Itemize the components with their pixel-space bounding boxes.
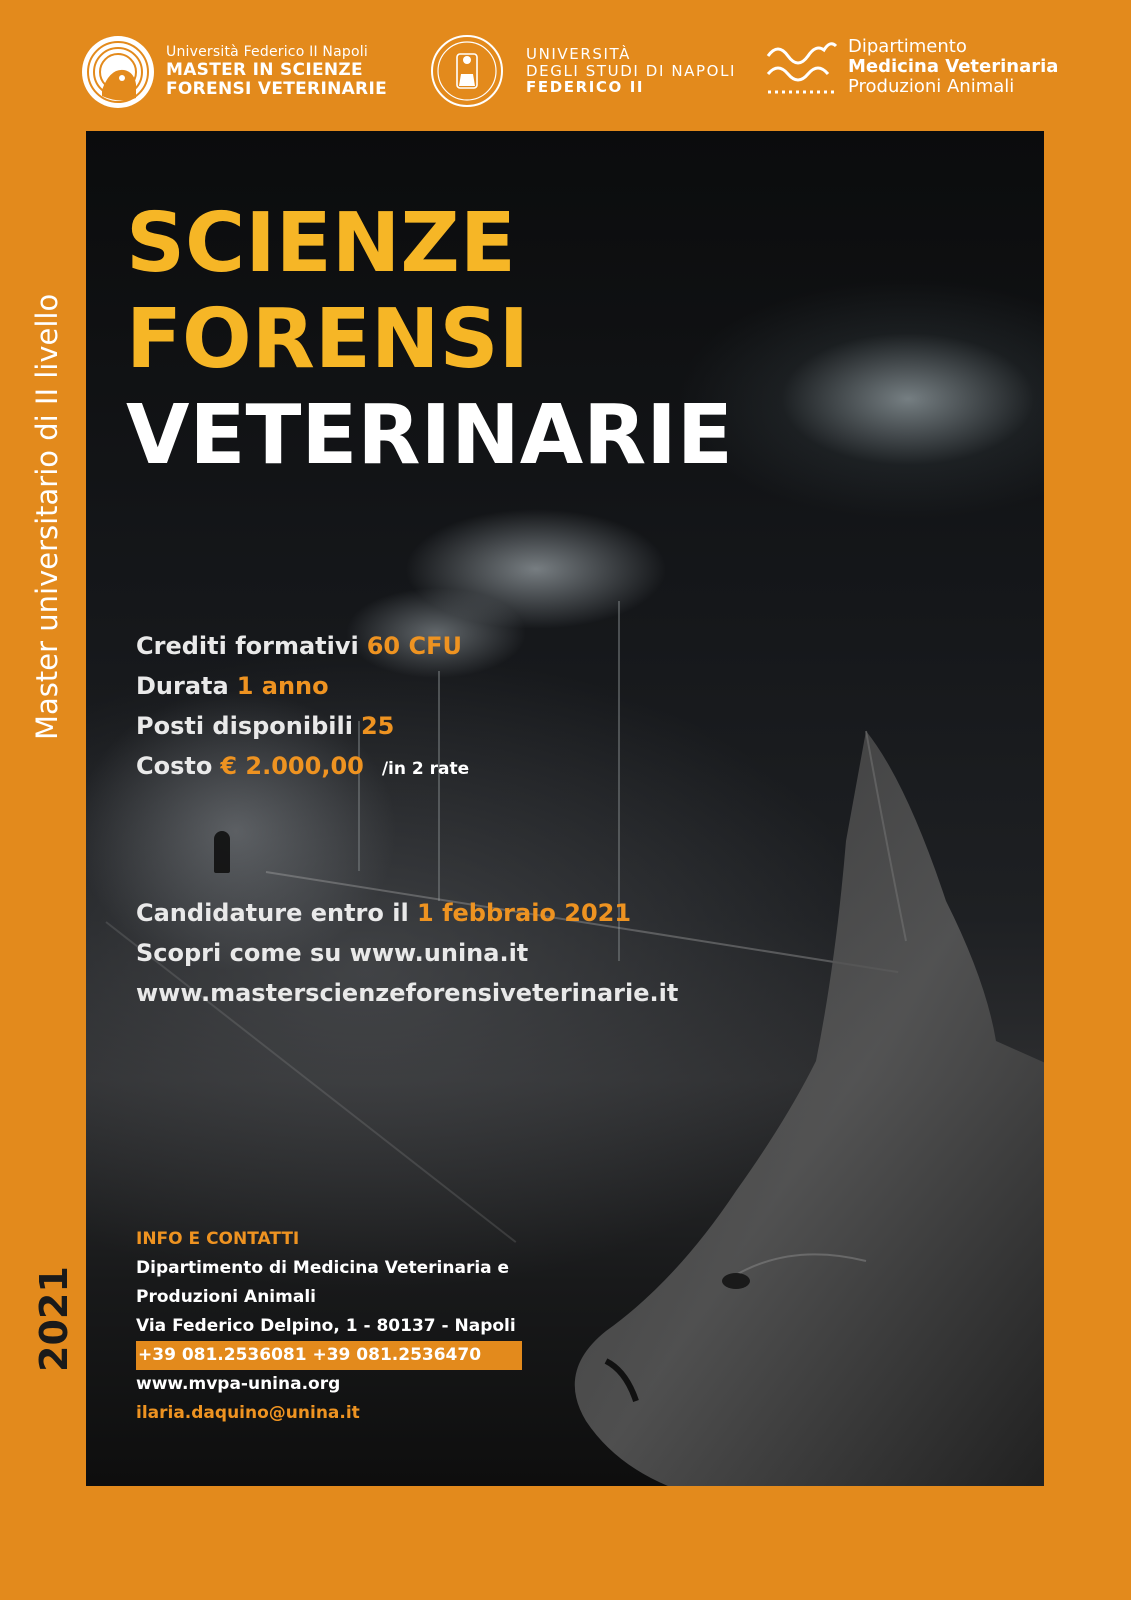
university-seal-icon bbox=[430, 34, 504, 108]
master-logo-line3: FORENSI VETERINARIE bbox=[166, 78, 387, 99]
credits-row bbox=[136, 626, 469, 666]
side-year: 2021 bbox=[32, 1266, 76, 1372]
cost-label: Costo bbox=[136, 752, 213, 780]
deadline-label: Candidature entro il bbox=[136, 899, 409, 927]
credits-label: Crediti formativi bbox=[136, 632, 359, 660]
contact-title: INFO E CONTATTI bbox=[136, 1229, 300, 1249]
header bbox=[0, 0, 1131, 130]
university-logo bbox=[430, 34, 736, 108]
duration-value: 1 anno bbox=[236, 672, 329, 700]
poster-panel bbox=[86, 131, 1044, 1486]
title-line-3: VETERINARIE bbox=[126, 388, 733, 483]
contact-phones[interactable]: +39 081.2536081 +39 081.2536470 bbox=[136, 1341, 522, 1370]
deadline-row bbox=[136, 893, 678, 933]
contact-dept-line2: Produzioni Animali bbox=[136, 1287, 316, 1307]
department-wave-icon bbox=[764, 34, 842, 100]
title-line-2: FORENSI bbox=[126, 292, 530, 387]
title-line-1: SCIENZE bbox=[126, 196, 516, 291]
cost-value: € 2.000,00 bbox=[220, 752, 364, 780]
side-label: Master universitario di II livello bbox=[30, 293, 64, 740]
university-logo-line1: UNIVERSITÀ bbox=[526, 44, 631, 63]
cost-row bbox=[136, 746, 469, 789]
seats-row bbox=[136, 706, 469, 746]
contact-email-link[interactable]: ilaria.daquino@unina.it bbox=[136, 1403, 360, 1423]
program-facts bbox=[136, 626, 469, 789]
contact-info bbox=[136, 1225, 522, 1428]
seats-value: 25 bbox=[360, 712, 395, 740]
master-logo-line2: MASTER IN SCIENZE bbox=[166, 59, 363, 80]
contact-web-link[interactable]: www.mvpa-unina.org bbox=[136, 1374, 341, 1394]
discover-link[interactable]: Scopri come su www.unina.it bbox=[136, 939, 529, 967]
department-logo-line3: Produzioni Animali bbox=[848, 76, 1015, 98]
fingerprint-dog-icon bbox=[80, 34, 156, 110]
duration-row bbox=[136, 666, 469, 706]
poster-title bbox=[126, 196, 733, 483]
contact-address: Via Federico Delpino, 1 - 80137 - Napoli bbox=[136, 1316, 516, 1336]
contact-dept-line1: Dipartimento di Medicina Veterinaria e bbox=[136, 1258, 510, 1278]
cost-suffix: /in 2 rate bbox=[381, 759, 470, 779]
master-website-link[interactable]: www.masterscienzeforensiveterinarie.it bbox=[136, 979, 679, 1007]
seats-label: Posti disponibili bbox=[136, 712, 353, 740]
duration-label: Durata bbox=[136, 672, 229, 700]
master-logo bbox=[80, 34, 387, 110]
department-logo-line2: Medicina Veterinaria bbox=[848, 55, 1059, 77]
university-logo-line2: DEGLI STUDI DI NAPOLI bbox=[526, 61, 737, 80]
university-logo-line3: FEDERICO II bbox=[526, 78, 645, 97]
credits-value: 60 CFU bbox=[366, 632, 462, 660]
department-logo-line1: Dipartimento bbox=[848, 35, 967, 57]
dog-silhouette-icon bbox=[566, 721, 1044, 1486]
application-info bbox=[136, 893, 678, 1013]
walking-person-silhouette bbox=[214, 831, 230, 873]
master-logo-line1: Università Federico II Napoli bbox=[166, 44, 368, 61]
deadline-value: 1 febbraio 2021 bbox=[417, 899, 632, 927]
department-logo bbox=[764, 34, 1058, 100]
